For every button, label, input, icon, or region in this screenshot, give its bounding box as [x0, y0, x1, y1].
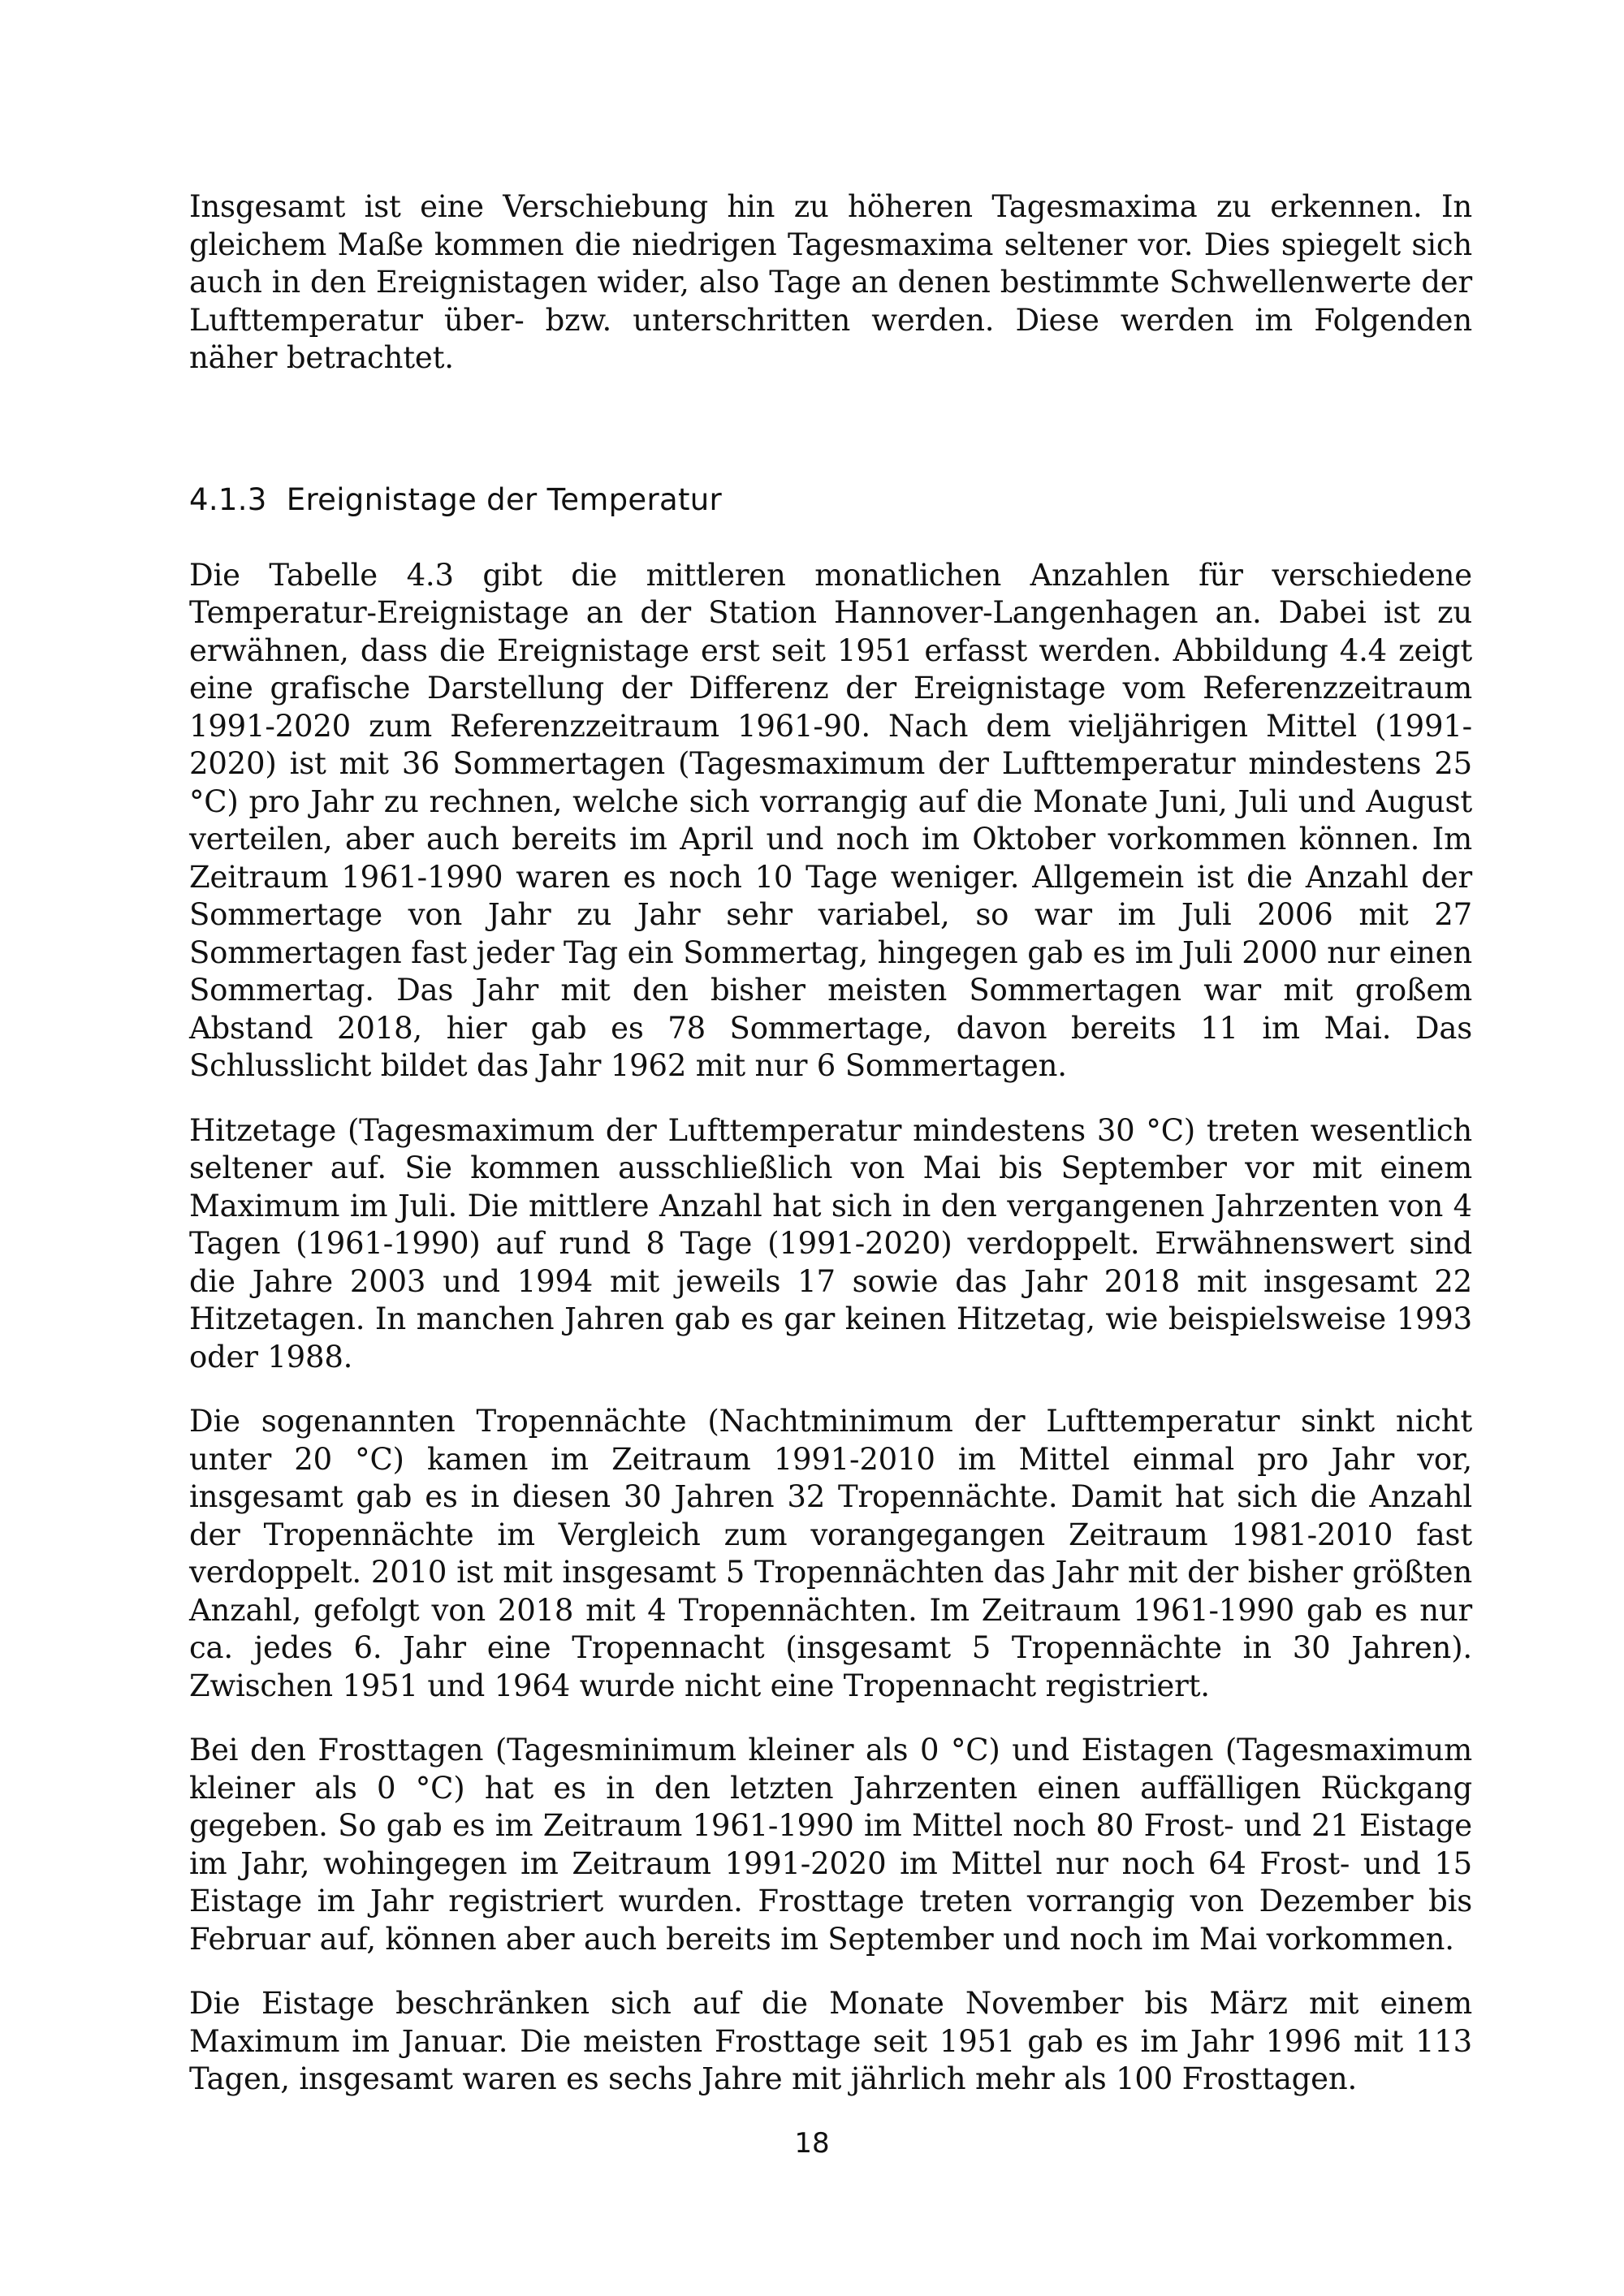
paragraph-frosttage: Bei den Frosttagen (Tagesminimum kleiner als 0 °C) und Eistagen (Tagesmaximum kleiner als 0 °C) hat es in den letzten Jahrzenten einen auffälligen Rückgang gegeben. So gab es im Zeitraum 1961-1990 im Mittel noch 80 Frost- und 21 Eistage im Jahr, wohingegen im Zeitraum 1991-2020 im Mittel nur noch 64 Frost- und 15 Eistage im Jahr registriert wurden. Frosttage treten vorrangig von Dezember bis Februar auf, können aber auch bereits im September und noch im Mai vorkommen.	[189, 1733, 1472, 1957]
paragraph-tropennaechte: Die sogenannten Tropennächte (Nachtminimum der Lufttemperatur sinkt nicht unter 20 °C) kamen im Zeitraum 1991-2010 im Mittel einmal pro Jahr vor, insgesamt gab es in diesen 30 Jahren 32 Tropennächte. Damit hat sich die Anzahl der Tropennächte im Vergleich zum vorangegangen Zeitraum 1981-2010 fast verdoppelt. 2010 ist mit insgesamt 5 Tropennächten das Jahr mit der bisher größten Anzahl, gefolgt von 2018 mit 4 Tropennächten. Im Zeitraum 1961-1990 gab es nur ca. jedes 6. Jahr eine Tropennacht (insgesamt 5 Tropennächte in 30 Jahren). Zwischen 1951 und 1964 wurde nicht eine Tropennacht registriert.	[189, 1404, 1472, 1703]
paragraph-ereignistage: Die Tabelle 4.3 gibt die mittleren monatlichen Anzahlen für verschiedene Temperatur-Ereignistage an der Station Hannover-Langenhagen an. Dabei ist zu erwähnen, dass die Ereignistage erst seit 1951 erfasst werden. Abbildung 4.4 zeigt eine grafische Darstellung der Differenz der Ereignistage vom Referenzzeitraum 1991-2020 zum Referenzzeitraum 1961-90. Nach dem vieljährigen Mittel (1991-2020) ist mit 36 Sommertagen (Tagesmaximum der Lufttemperatur mindestens 25 °C) pro Jahr zu rechnen, welche sich vorrangig auf die Monate Juni, Juli und August verteilen, aber auch bereits im April und noch im Oktober vorkommen können. Im Zeitraum 1961-1990 waren es noch 10 Tage weniger. Allgemein ist die Anzahl der Sommertage von Jahr zu Jahr sehr variabel, so war im Juli 2006 mit 27 Sommertagen fast jeder Tag ein Sommertag, hingegen gab es im Juli 2000 nur einen Sommertag. Das Jahr mit den bisher meisten Sommertagen war mit großem Abstand 2018, hier gab es 78 Sommertage, davon bereits 11 im Mai. Das Schlusslicht bildet das Jahr 1962 mit nur 6 Sommertagen.	[189, 557, 1472, 1083]
intro-paragraph: Insgesamt ist eine Verschiebung hin zu höheren Tagesmaxima zu erkennen. In gleichem Maße kommen die niedrigen Tagesmaxima seltener vor. Dies spiegelt sich auch in den Ereignistagen wider, also Tage an denen bestimmte Schwellenwerte der Lufttemperatur über- bzw. unterschritten werden. Diese werden im Folgenden näher betrachtet.	[189, 189, 1472, 375]
paragraph-eistage: Die Eistage beschränken sich auf die Monate November bis März mit einem Maximum im Januar. Die meisten Frosttage seit 1951 gab es im Jahr 1996 mit 113 Tagen, insgesamt waren es sechs Jahre mit jährlich mehr als 100 Frosttagen.	[189, 1986, 1472, 2096]
section-heading: 4.1.3 Ereignistage der Temperatur	[189, 481, 723, 517]
paragraph-hitzetage: Hitzetage (Tagesmaximum der Lufttemperatur mindestens 30 °C) treten wesentlich seltener auf. Sie kommen ausschließlich von Mai bis September vor mit einem Maximum im Juli. Die mittlere Anzahl hat sich in den vergangenen Jahrzenten von 4 Tagen (1961-1990) auf rund 8 Tage (1991-2020) verdoppelt. Erwähnenswert sind die Jahre 2003 und 1994 mit jeweils 17 sowie das Jahr 2018 mit insgesamt 22 Hitzetagen. In manchen Jahren gab es gar keinen Hitzetag, wie beispielsweise 1993 oder 1988.	[189, 1112, 1472, 1375]
page-body	[189, 188, 1472, 2099]
page-number: 18	[794, 2127, 830, 2160]
